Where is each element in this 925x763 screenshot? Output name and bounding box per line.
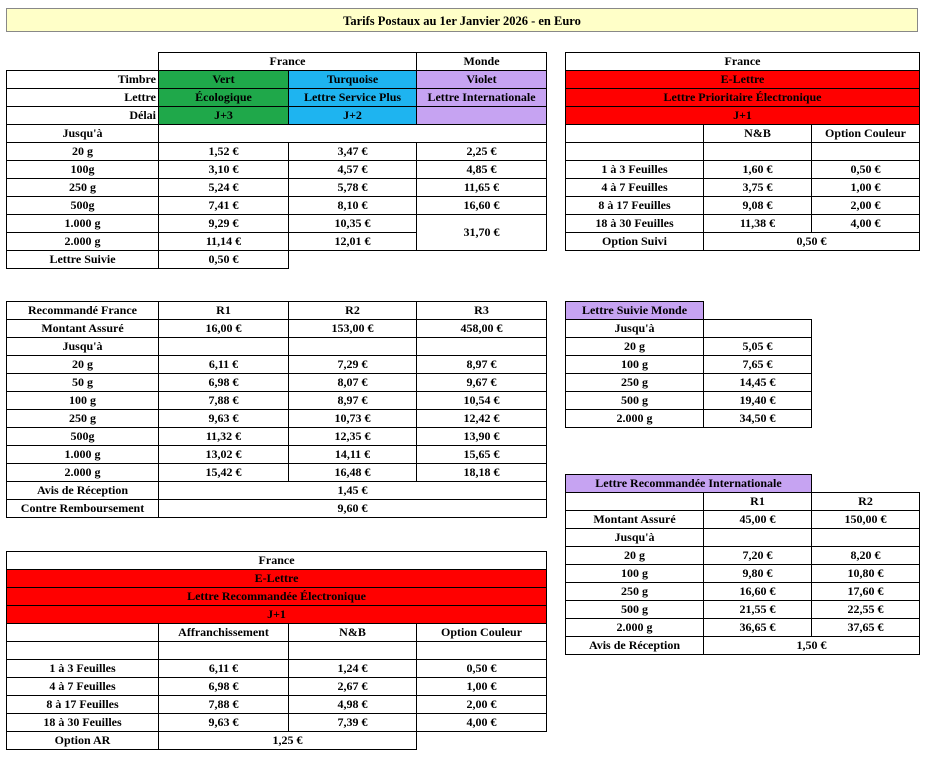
table-row: 250 g 9,63 € 10,73 € 12,42 € <box>7 410 547 428</box>
table-row: 100g 3,10 € 4,57 € 4,85 € <box>7 161 547 179</box>
suivie-monde-header: Lettre Suivie Monde <box>566 302 704 320</box>
recommande-montant-label: Montant Assuré <box>7 320 159 338</box>
table-row: 1 à 3 Feuilles 6,11 € 1,24 € 0,50 € <box>7 660 547 678</box>
table-row: 250 g 5,24 € 5,78 € 11,65 € <box>7 179 547 197</box>
recommande-france-table: Recommandé France R1 R2 R3 Montant Assuré 16,00 € 153,00 € 458,00 € Jusqu'à 20 g 6,11 € 7,29 € 8,97 € 50 g 6,98 € 8,07 € 9,67 € 100 g 7,88 € 8,97 € 10,54 € 250 g 9,63 € 10,73 € 12,42 € 500g 11,32 € 12,35 € 13,90 € 1.000 g 13,02 € 14,11 € 15,65 € 2.000 g 15,42 € 16,48 € 18,18 € Avis de Réception 1,45 € Contre Remboursement 9,60 € <box>6 301 547 518</box>
recommande-contre-value: 9,60 € <box>159 500 547 518</box>
table-row: 2.000 g 34,50 € <box>566 410 812 428</box>
elettre-prioritaire-table <box>565 52 920 251</box>
table-row: 8 à 17 Feuilles 9,08 € 2,00 € <box>566 197 920 215</box>
table-row: 250 g 16,60 € 17,60 € <box>566 583 920 601</box>
lre-name: E-Lettre <box>7 570 547 588</box>
timbre-turquoise: Turquoise <box>289 71 417 89</box>
lre-ar-value: 1,25 € <box>159 732 417 750</box>
lre-ar-label: Option AR <box>7 732 159 750</box>
table-row: 2.000 g 11,14 € 12,01 € <box>7 233 547 251</box>
reco-inter-avis-label: Avis de Réception <box>566 637 704 655</box>
lre-subtitle: Lettre Recommandée Électronique <box>7 588 547 606</box>
table-row: 2.000 g 36,65 € 37,65 € <box>566 619 920 637</box>
table-row: 20 g 5,05 € <box>566 338 812 356</box>
lre-col-nb: N&B <box>289 624 417 642</box>
table-row: 1 à 3 Feuilles 1,60 € 0,50 € <box>566 161 920 179</box>
page-title: Tarifs Postaux au 1er Janvier 2026 - en Euro <box>6 8 918 32</box>
reco-inter-montant-label: Montant Assuré <box>566 511 704 529</box>
lre-header: France <box>7 552 547 570</box>
suivie-monde-table: Lettre Suivie Monde Jusqu'à 20 g 5,05 € 100 g 7,65 € 250 g 14,45 € 500 g 19,40 € 2.000 g 34,50 € <box>565 301 812 428</box>
lettre-suivie-label: Lettre Suivie <box>7 251 159 269</box>
timbre-vert: Vert <box>159 71 289 89</box>
table-row: 500g 11,32 € 12,35 € 13,90 € <box>7 428 547 446</box>
table-row: 8 à 17 Feuilles 7,88 € 4,98 € 2,00 € <box>7 696 547 714</box>
table-row: 20 g 6,11 € 7,29 € 8,97 € <box>7 356 547 374</box>
table-row: 20 g 1,52 € 3,47 € 2,25 € <box>7 143 547 161</box>
reco-inter-table: Lettre Recommandée Internationale R1 R2 Montant Assuré 45,00 € 150,00 € Jusqu'à 20 g 7,20 € 8,20 € 100 g 9,80 € 10,80 € 250 g 16,60 € 17,60 € 500 g 21,55 € 22,55 € 2.000 g 36,65 € 37,65 € Avis de Réception 1,50 € <box>565 474 920 655</box>
lettre-service-plus: Lettre Service Plus <box>289 89 417 107</box>
elettre-delai: J+1 <box>566 107 920 125</box>
table-row: 500g 7,41 € 8,10 € 16,60 € <box>7 197 547 215</box>
row-label-lettre: Lettre <box>7 89 159 107</box>
elettre-col-nb: N&B <box>704 125 812 143</box>
lettre-ecologique: Écologique <box>159 89 289 107</box>
delai-violet <box>417 107 547 125</box>
table-row: 250 g 14,45 € <box>566 374 812 392</box>
recommande-avis-label: Avis de Réception <box>7 482 159 500</box>
tarifs-france-monde-table <box>6 52 547 269</box>
reco-inter-avis-value: 1,50 € <box>704 637 920 655</box>
table-row: 100 g 7,65 € <box>566 356 812 374</box>
table-row: 1.000 g 13,02 € 14,11 € 15,65 € <box>7 446 547 464</box>
reco-inter-header: Lettre Recommandée Internationale <box>566 475 812 493</box>
header-monde: Monde <box>417 53 547 71</box>
lre-col-aff: Affranchissement <box>159 624 289 642</box>
row-label-timbre: Timbre <box>7 71 159 89</box>
lre-table <box>6 551 547 750</box>
table-row: 20 g 7,20 € 8,20 € <box>566 547 920 565</box>
table-row: 18 à 30 Feuilles 9,63 € 7,39 € 4,00 € <box>7 714 547 732</box>
table-row: 4 à 7 Feuilles 6,98 € 2,67 € 1,00 € <box>7 678 547 696</box>
row-label-delai: Délai <box>7 107 159 125</box>
row-label-jusqua: Jusqu'à <box>7 125 159 143</box>
table-row: 500 g 21,55 € 22,55 € <box>566 601 920 619</box>
header-france: France <box>159 53 417 71</box>
table-row: 50 g 6,98 € 8,07 € 9,67 € <box>7 374 547 392</box>
lre-delai: J+1 <box>7 606 547 624</box>
table-row: 2.000 g 15,42 € 16,48 € 18,18 € <box>7 464 547 482</box>
recommande-header: Recommandé France <box>7 302 159 320</box>
elettre-header: France <box>566 53 920 71</box>
lettre-suivie-value: 0,50 € <box>159 251 289 269</box>
lettre-internationale: Lettre Internationale <box>417 89 547 107</box>
delai-vert: J+3 <box>159 107 289 125</box>
timbre-violet: Violet <box>417 71 547 89</box>
table-row: 1.000 g 9,29 € 10,35 € 31,70 € <box>7 215 547 233</box>
delai-turquoise: J+2 <box>289 107 417 125</box>
table-row: 100 g 9,80 € 10,80 € <box>566 565 920 583</box>
table-row: 18 à 30 Feuilles 11,38 € 4,00 € <box>566 215 920 233</box>
table-row: 100 g 7,88 € 8,97 € 10,54 € <box>7 392 547 410</box>
recommande-avis-value: 1,45 € <box>159 482 547 500</box>
lre-col-couleur: Option Couleur <box>417 624 547 642</box>
elettre-subtitle: Lettre Prioritaire Électronique <box>566 89 920 107</box>
elettre-suivi-label: Option Suivi <box>566 233 704 251</box>
elettre-suivi-value: 0,50 € <box>704 233 920 251</box>
monde-1000-2000: 31,70 € <box>417 215 547 251</box>
table-row: 4 à 7 Feuilles 3,75 € 1,00 € <box>566 179 920 197</box>
elettre-col-couleur: Option Couleur <box>812 125 920 143</box>
elettre-name: E-Lettre <box>566 71 920 89</box>
recommande-contre-label: Contre Remboursement <box>7 500 159 518</box>
table-row: 500 g 19,40 € <box>566 392 812 410</box>
